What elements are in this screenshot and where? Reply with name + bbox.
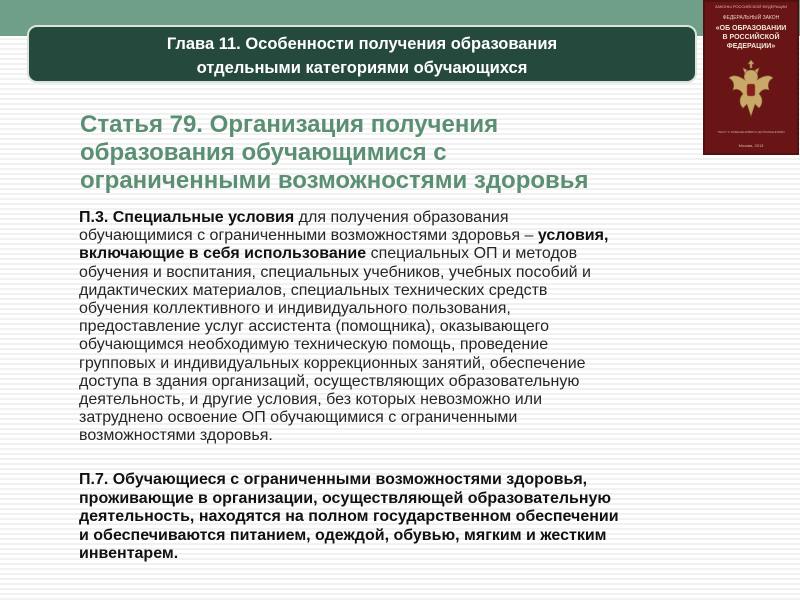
chapter-title-line-2: отдельными категориями обучающихся: [196, 59, 528, 77]
paragraph-3-line: дидактических материалов, специальных технических средств: [79, 281, 548, 299]
chapter-title-line-1: Глава 11. Особенности получения образования: [166, 35, 558, 53]
paragraph-3-text: обучающимися с ограниченными возможностями здоровья –: [79, 227, 538, 245]
paragraph-3-line: групповых и индивидуальных коррекционных занятий, обеспечение: [79, 354, 586, 372]
paragraph-3-line: деятельность, и другие условия, без которых невозможно или: [79, 391, 543, 409]
law-book-cover-image: [703, 0, 799, 155]
article-title-line-1: Статья 79. Организация получения: [80, 111, 499, 138]
paragraph-3-emphasis: включающие в себя использование: [79, 245, 367, 263]
paragraph-7-line: П.7. Обучающиеся с ограниченными возможностями здоровья,: [79, 471, 588, 488]
article-title: [80, 111, 700, 195]
paragraph-7: [79, 471, 759, 564]
chapter-header: [27, 25, 697, 83]
paragraph-3-heading: П.3. Специальные условия: [79, 209, 295, 226]
paragraph-7-line: проживающие в организации, осуществляющей образовательную: [79, 489, 612, 507]
book-title: [703, 24, 799, 51]
book-series-text: ЗАКОНЫ РОССИЙСКОЙ ФЕДЕРАЦИИ: [714, 4, 788, 9]
paragraph-7-line: деятельность, находятся на полном государственном обеспечении: [79, 508, 619, 526]
paragraph-3-line: обучающимся необходимую техническую помощь, проведение: [79, 336, 549, 354]
book-city-year: Москва, 2013: [738, 143, 764, 148]
paragraph-3-text: специальных ОП и методов: [366, 245, 578, 263]
paragraph-3-line: обучения коллективного и индивидуального пользования,: [79, 300, 511, 318]
paragraph-7-line: и обеспечиваются питанием, одеждой, обувью, мягким и жестким: [79, 526, 607, 544]
paragraph-3-line: [79, 245, 751, 263]
book-small-text: ТЕКСТ С ИЗМЕНЕНИЯМИ И ДОПОЛНЕНИЯМИ: [717, 130, 785, 134]
paragraph-3-line: затруднено освоение ОП обучающимися с ограниченными: [79, 409, 518, 427]
paragraph-3-line: обучения и воспитания, специальных учебников, учебных пособий и: [79, 263, 591, 281]
paragraph-3-line: возможностями здоровья.: [79, 427, 273, 445]
paragraph-3: [79, 209, 751, 446]
article-title-line-3: ограниченными возможностями здоровья: [80, 167, 589, 194]
paragraph-3-line: доступа в здания организаций, осуществляющих образовательную: [79, 372, 580, 390]
paragraph-3-emphasis: условия,: [537, 227, 609, 245]
paragraph-3-line: [79, 227, 751, 245]
article-title-line-2: образования обучающимися с: [80, 139, 447, 166]
book-title-line-1: «ОБ ОБРАЗОВАНИИ: [715, 25, 787, 32]
paragraph-3-line: [79, 209, 751, 227]
book-law-type: ФЕДЕРАЛЬНЫЙ ЗАКОН: [722, 15, 780, 21]
paragraph-3-line: предоставление услуг ассистента (помощника), оказывающего: [79, 318, 550, 336]
paragraph-7-line: инвентарем.: [79, 545, 179, 563]
paragraph-3-text: для получения образования: [294, 209, 509, 226]
book-title-line-2: В РОССИЙСКОЙ: [722, 34, 780, 41]
book-title-line-3: ФЕДЕРАЦИИ»: [726, 43, 776, 50]
double-headed-eagle-icon: [721, 60, 781, 124]
